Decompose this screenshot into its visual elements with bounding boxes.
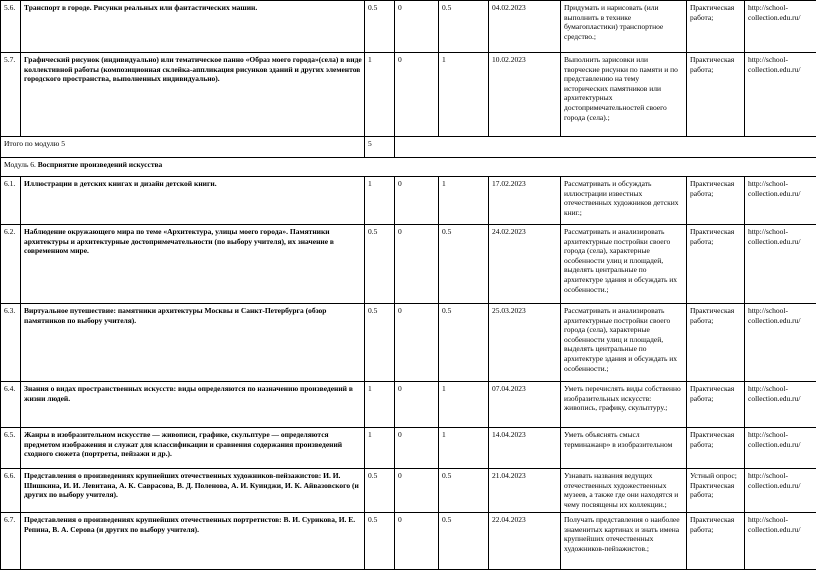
hours-control: 0 — [395, 428, 439, 469]
summary-value: 5 — [365, 137, 395, 158]
study-date: 07.04.2023 — [489, 382, 561, 428]
table-row — [1, 382, 816, 428]
table-row — [1, 53, 816, 137]
hours-practice: 0.5 — [439, 304, 489, 382]
table-row — [1, 225, 816, 304]
topic-name: Виртуальное путешествие: памятники архитектуры Москвы и Санкт-Петербурга (обзор памятников по выбору учителя). — [21, 304, 365, 382]
summary-row — [1, 137, 816, 158]
table-body-module-5 — [1, 1, 816, 137]
control-form: Практическая работа; — [687, 53, 745, 137]
resource-link[interactable]: http://school-collection.edu.ru/ — [745, 382, 816, 428]
row-number: 6.3. — [1, 304, 21, 382]
topic-name: Жанры в изобразительном искусстве — живописи, графике, скульптуре — определяются предметом изображения и служат для классификации и сравнения содержания произведений сходного сюжета (портреты, пейзажи и др.). — [21, 428, 365, 469]
hours-total: 0.5 — [365, 225, 395, 304]
row-number: 6.6. — [1, 469, 21, 513]
module-prefix: Модуль 6. — [4, 160, 36, 169]
hours-practice: 0.5 — [439, 225, 489, 304]
study-date: 24.02.2023 — [489, 225, 561, 304]
control-form: Практическая работа; — [687, 225, 745, 304]
study-date: 22.04.2023 — [489, 513, 561, 570]
resource-link[interactable]: http://school-collection.edu.ru/ — [745, 304, 816, 382]
hours-control: 0 — [395, 53, 439, 137]
table-row — [1, 428, 816, 469]
activity-description: Узнавать названия ведущих отечественных художественных музеев, а также где они находятся и чему посвящены их коллекции.; — [561, 469, 687, 513]
hours-control: 0 — [395, 513, 439, 570]
control-form: Практическая работа; — [687, 382, 745, 428]
hours-practice: 1 — [439, 428, 489, 469]
module-header-row — [1, 158, 816, 177]
hours-total: 0.5 — [365, 469, 395, 513]
hours-total: 0.5 — [365, 304, 395, 382]
row-number: 6.2. — [1, 225, 21, 304]
resource-link[interactable]: http://school-collection.edu.ru/ — [745, 53, 816, 137]
summary-empty-cell — [395, 137, 816, 158]
table-body-module-6 — [1, 177, 816, 570]
row-number: 6.5. — [1, 428, 21, 469]
topic-name: Транспорт в городе. Рисунки реальных или фантастических машин. — [21, 1, 365, 53]
activity-description: Получать представления о наиболее знаменитых картинах и знать имена крупнейших отечественных художников-пейзажистов.; — [561, 513, 687, 570]
activity-description: Рассматривать и анализировать архитектурные постройки своего города (села), характерные особенности улиц и площадей, выделять центральные по архитектуре здания и обсуждать их особенности.; — [561, 225, 687, 304]
hours-control: 0 — [395, 469, 439, 513]
row-number: 6.4. — [1, 382, 21, 428]
table-row — [1, 177, 816, 225]
activity-description: Уметь перечислять виды собственно изобразительных искусств: живопись, графику, скульптуру.; — [561, 382, 687, 428]
study-date: 21.04.2023 — [489, 469, 561, 513]
topic-name: Представления о произведениях крупнейших отечественных художников-пейзажистов: И. И. Шишкина, И. И. Левитана, А. К. Саврасова, В. Д. Поленова, А. И. Куинджи, И. К. Айвазовского (и других по выбору учителя). — [21, 469, 365, 513]
row-number: 6.1. — [1, 177, 21, 225]
table-row — [1, 513, 816, 570]
table-body-summary — [1, 137, 816, 177]
hours-control: 0 — [395, 304, 439, 382]
study-date: 25.03.2023 — [489, 304, 561, 382]
row-number: 6.7. — [1, 513, 21, 570]
table-row — [1, 304, 816, 382]
topic-name: Иллюстрации в детских книгах и дизайн детской книги. — [21, 177, 365, 225]
hours-practice: 1 — [439, 53, 489, 137]
topic-name: Наблюдение окружающего мира по теме «Архитектура, улицы моего города». Памятники архитектуры и архитектурные достопримечательности (по выбору учителя), их значение в современном мире. — [21, 225, 365, 304]
hours-total: 1 — [365, 53, 395, 137]
control-form: Практическая работа; — [687, 513, 745, 570]
activity-description: Рассматривать и обсуждать иллюстрации известных отечественных художников детских книг.; — [561, 177, 687, 225]
topic-name: Знания о видах пространственных искусств: виды определяются по назначению произведений в жизни людей. — [21, 382, 365, 428]
module-header — [1, 158, 816, 177]
hours-control: 0 — [395, 1, 439, 53]
hours-practice: 0.5 — [439, 513, 489, 570]
control-form: Практическая работа; — [687, 1, 745, 53]
activity-description: Выполнить зарисовки или творческие рисунки по памяти и по представлению на тему исторических памятников или архитектурных достопримечательностей своего города (села).; — [561, 53, 687, 137]
hours-total: 1 — [365, 428, 395, 469]
summary-label: Итого по модулю 5 — [1, 137, 365, 158]
resource-link[interactable]: http://school-collection.edu.ru/ — [745, 177, 816, 225]
row-number: 5.6. — [1, 1, 21, 53]
control-form: Практическая работа; — [687, 177, 745, 225]
resource-link[interactable]: http://school-collection.edu.ru/ — [745, 513, 816, 570]
hours-total: 0.5 — [365, 1, 395, 53]
hours-practice: 0.5 — [439, 469, 489, 513]
table-row — [1, 469, 816, 513]
activity-description: Уметь объяснять смысл терминажанр» в изобразительном — [561, 428, 687, 469]
control-form: Практическая работа; — [687, 304, 745, 382]
study-date: 10.02.2023 — [489, 53, 561, 137]
resource-link[interactable]: http://school-collection.edu.ru/ — [745, 1, 816, 53]
hours-control: 0 — [395, 177, 439, 225]
hours-control: 0 — [395, 382, 439, 428]
activity-description: Придумать и нарисовать (или выполнить в технике бумагопластики) транспортное средство.; — [561, 1, 687, 53]
hours-control: 0 — [395, 225, 439, 304]
hours-total: 1 — [365, 382, 395, 428]
module-title: Восприятие произведений искусства — [37, 160, 163, 169]
control-form: Практическая работа; — [687, 428, 745, 469]
topic-name: Представления о произведениях крупнейших отечественных портретистов: В. И. Сурикова, И. Е. Репина, В. А. Серова (и других по выбору учителя). — [21, 513, 365, 570]
activity-description: Рассматривать и анализировать архитектурные постройки своего города (села), характерные особенности улиц и площадей, выделять центральные по архитектуре здания и обсуждать их особенности.; — [561, 304, 687, 382]
row-number: 5.7. — [1, 53, 21, 137]
study-date: 04.02.2023 — [489, 1, 561, 53]
topic-name: Графический рисунок (индивидуально) или тематическое панно «Образ моего города»(села) в виде коллективной работы (композиционная склейка-аппликация рисунков зданий и других элементов городского пространства, выполненных индивидуально). — [21, 53, 365, 137]
control-form: Устный опрос; Практическая работа; — [687, 469, 745, 513]
resource-link[interactable]: http://school-collection.edu.ru/ — [745, 225, 816, 304]
hours-practice: 0.5 — [439, 1, 489, 53]
study-date: 14.04.2023 — [489, 428, 561, 469]
hours-practice: 1 — [439, 177, 489, 225]
hours-total: 1 — [365, 177, 395, 225]
resource-link[interactable]: http://school-collection.edu.ru/ — [745, 469, 816, 513]
table-row — [1, 1, 816, 53]
resource-link[interactable]: http://school-collection.edu.ru/ — [745, 428, 816, 469]
study-date: 17.02.2023 — [489, 177, 561, 225]
hours-total: 0.5 — [365, 513, 395, 570]
hours-practice: 1 — [439, 382, 489, 428]
